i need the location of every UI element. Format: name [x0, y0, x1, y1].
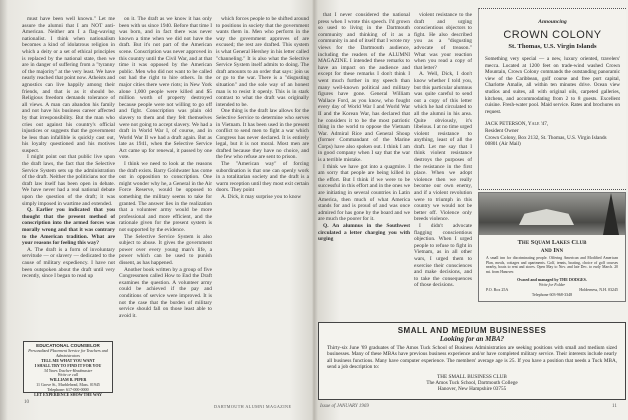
ad-owners: Owned and managed by THE DODGES.: [517, 276, 587, 282]
ad-title: The Squam Lakes Club: [517, 239, 587, 246]
paragraph: The Selective Service System is also subject to abuse. It gives the government power over every young man's life, a power which can be used to punish dissent, as has happened.: [119, 233, 212, 266]
paragraph: A. Well, Dick, I don't know whether I told you, but this particular alumnus was quite careful to send out a copy of this letter which he had circulated to all the alumni in his area. Quite obviously, it's libelous. I at no time urged violent resistance to anything, least of all the draft. Let me say that I think violent resistance destroys the purposes of the resistance in the first place. When we adopt violence then we really become our own enemy, and if a violent revolution were to triumph in this country we would not be better off. Violence only breeds violence.: [414, 71, 472, 223]
paragraph: must have been well known." Let me assure the alumni that I am NOT anti-American. Neither am I a flag-waving nationalist. I think when nationalism becomes a kind of idolatrous religion in which a deity or a set of ethical principles is replaced by the national state, then we are in danger of suffering from a "tyranny of the majority" at the very least. We have nearly reached that point now. Atheists and agnostics can live happily among their friends, and that is as it should be. Religious freedom demands tolerance of all views. A man can abandon his family and not have his business career affected by that irresponsibility. But the man who cries out against his country's official injustices or suggests that the government be less than infallible is quickly cast out, his loyalty questioned and his motives suspect.: [22, 16, 115, 154]
ad-footer: LET EXPERIENCE SHOW THE WAY: [34, 392, 102, 398]
ad-title: CROWN COLONY: [503, 29, 602, 41]
paragraph: that I never considered the national press when I wrote this speech. I'd grown so used to living in the Dartmouth community and thinking of it as a community in and of itself that I wrote my views for the Dartmouth audience, including the readers of the ALUMNI MAGAZINE. I intended these remarks to have an impact on the audience and except for these remarks I don't think I went much further in my speech than many well-known political and military figures have gone. General William Wallace Ford, as you know, who fought every day of World War I and World War II and the Korean War, has declared that he considers it to be the most patriotic thing in the world to oppose the Vietnam War. Admiral Rice and General Shoup (former Commandant of the Marine Corps) have also spoken out. I think I am in good company when I say that the war is a terrible mistake.: [318, 12, 410, 164]
ad-folder: Write for Folder: [538, 281, 566, 287]
ad-phone: Telephone 603-968-3348: [531, 291, 573, 297]
ad-line: Write or call: [57, 372, 79, 378]
ad-address: Hanover, New Hampshire 03755: [437, 386, 507, 393]
right-column-2: [414, 12, 472, 318]
ad-contact-address: Crown Colony, Box 2132, St. Thomas, U.S. Virgin Islands 00801 (Air Mail): [485, 134, 607, 148]
right-column-1: [318, 12, 410, 320]
ad-org: THE SMALL BUSINESS CLUB: [437, 373, 507, 380]
page-number: 10: [24, 400, 29, 405]
ad-subtitle: Personalized Placement Service for Teachers and Administrators: [28, 347, 108, 358]
paragraph: on it. The draft as we know it has only been with us since 1940. Before that time I was born, and in fact there was never known a time when we did not have the draft. But it's not part of the American scene. Conscription was never approved in this country until the Civil War, and at that time it was opposed by the American public. Men who did not want to be called out had the right to hire others. In the major cities there were riots; in New York alone 1,000 people were killed and $5 million worth of property destroyed because people were not willing to go off and fight. Conscription was plain old slavery to them and they felt themselves were not going to accept slavery. We had a draft in World War I, of course, and in World War II we had a draft again. But as late as 1941, when the Selective Service Act came up for renewal, it passed by one vote.: [119, 16, 212, 161]
ad-address: 11 Grove St., Marblehead, Mass. 01945: [36, 382, 100, 388]
ad-body: Thirty-six June '69 graduates of The Amos Tuck School of Business Administration are seeking positions with small and medium sized businesses. Many of these MBAs have previous business experience and/or have completed military service. Their interests include nearly all business functions. Many have computer experience. The members' average age is 25. If you have a position that needs a Tuck MBA, send a job description to:: [327, 345, 617, 371]
question: Q. Earlier you indicated that you thought that the present method of conscription into the armed forces was morally wrong and that it was contrary to the American tradition. What are your reasons for feeling this way?: [22, 207, 115, 247]
paragraph: I think we have got into a quagmire. I am sorry that people are being killed in the effort. But I think if we were to be successful in this effort and in the ones we are initiating in several countries in Latin America, then much of what America stands for and is proud of and was once admired for has gone by the board and we are much the poorer for it.: [318, 163, 410, 223]
running-foot: DARTMOUTH ALUMNI MAGAZINE: [214, 404, 292, 409]
paragraph: I didn't advocate flagging conscientious objection. When I urged people to refuse to fight in Vietnam, as in all other wars, I urged them to exercise their consciences and make decisions, and to take the consequences of those decisions.: [414, 223, 472, 289]
left-column-2: [119, 16, 212, 392]
ad-town: Holderness, N.H. 03245: [579, 286, 618, 292]
squam-lakes-ad: [478, 192, 626, 302]
ad-contact-role: Resident Owner: [485, 127, 519, 134]
ad-line: 34 Years Teacher-Headmaster: [43, 367, 93, 373]
left-column-3: [216, 16, 309, 392]
ad-kicker: Announcing: [538, 19, 567, 25]
ad-contact-name: JACK PETERSON, Yale '47,: [485, 121, 549, 128]
paragraph: One thing is the draft law allows for the Selective Service to determine who serves in Vietnam. It has been used in the present conflict to send men to fight a war which Congress has never declared. It is entirely legal, but it is not moral. Most men are drafted because they have no choice, and the few who refuse are sent to prison.: [216, 108, 309, 161]
ad-school: The Amos Tuck School, Dartmouth College: [426, 379, 518, 386]
ad-body: A small inn for discriminating people. Offering American and Modified American Plan, meals, cottages and apartments. Golf, tennis, boating, choice of golf courses nearby, boats to rent and stores. Open May to Nov. and late Dec. to early March. 20 mi. from Hanover.: [486, 256, 618, 275]
left-column-1: [22, 16, 115, 336]
answer: A. Dick, it may surprise you to know: [221, 194, 302, 201]
ad-po-box: P.O. Box 25A: [486, 286, 509, 292]
ad-line: TELL ME WHAT YOU WANT: [41, 357, 95, 363]
question: Q. An alumnus in the Southwest circulated a letter charging you with urging: [318, 223, 410, 243]
ad-headline: SMALL AND MEDIUM BUSINESSES: [397, 326, 547, 335]
ad-body: Something very special — a new, luxury oriented, travelers' mecca. Located at 1200 feet on trade-wind washed Crown Mountain, Crown Colony commands the outstanding panoramic view of the Caribbean, golf course and free port capital, Charlotte Amalie, all within ten minutes drive. Ocean view studios and suites, all with original oils, carpeted galleries, kitchens, and accommodating from 2 to 8 guests. Excellent cuisine. Fresh-water pool. Maid service. Rates and brochures on request.: [485, 56, 620, 115]
crown-colony-ad: [478, 8, 626, 190]
ad-title: EDUCATIONAL COUNSELOR: [36, 343, 100, 348]
paragraph: I might point out that public live upon the draft laws, the fact that the Selective Service System sets up the administration of the draft. Neither the politicians nor the draft law itself has been open in debate. We have never had a real national debate upon the question of the draft; it was simply imposed in wartime and extended.: [22, 154, 115, 207]
ad-subtitle: St. Thomas, U.S. Virgin Islands: [508, 43, 597, 50]
educational-counselor-ad: [23, 341, 113, 398]
ad-line: I SHALL TRY TO FIND IT FOR YOU: [34, 362, 102, 368]
paragraph: A. The draft is a form of involuntary servitude — or slavery — dedicated to the cause of military expediency. I have not been outspoken about the draft until very recently, since I began to read up: [22, 246, 115, 280]
paragraph: Another book written by a group of five Congressmen called How to End the Draft examines the question. A volunteer army could be achieved if the pay and conditions of service were improved. It is not the case that the burden of military service should fall on those least able to avoid it.: [119, 266, 212, 319]
ad-subheadline: Looking for an MBA?: [439, 335, 505, 343]
paragraph: which forces people to be shifted around to positions in society that the government wants them in. Men who perform in the way the government approves of are excused; the rest are drafted. This system is what General Hershey in his letter called "channeling." It is also what the Selective Service System itself admits to doing. The draft amounts to an order that says: join us or go to the war. There is a "disgusting situation" and the sole way of an honest man is to resist it openly. This is in stark contrast to what the draft was originally intended to be.: [216, 16, 309, 108]
tuck-mba-ad: [318, 322, 626, 400]
paragraph: I think we need to look at the reasons the draft exists. Barry Goldwater has come out in opposition to conscription. One might wonder why he, a General in the Air Force Reserve, would be opposed to something the military seems to take for granted. The answer lies in the realization that a volunteer army would be more professional and more efficient, and the rationale given for the present system is not supported by the evidence.: [119, 161, 212, 233]
inn-photo: [479, 193, 625, 235]
running-foot: Issue of JANUARY 1969: [320, 404, 369, 409]
ad-phone: Telephone: 617-000-0000: [47, 387, 89, 393]
paragraph: violent resistance to the draft and urging conscientious objectors to fight. He also described you as a "disgusting advocate of treason." What was your reaction when you read a copy of that letter?: [414, 12, 472, 71]
ad-name: WILLIAM B. PIPER: [49, 377, 87, 383]
page-number: 11: [612, 404, 617, 409]
paragraph: The "American way" of forcing subordination is that one can openly work in a totalitarian society and the draft is a warm reception until they most exit certain doors. They point: [216, 161, 309, 194]
ad-title: and Inn: [540, 246, 564, 254]
